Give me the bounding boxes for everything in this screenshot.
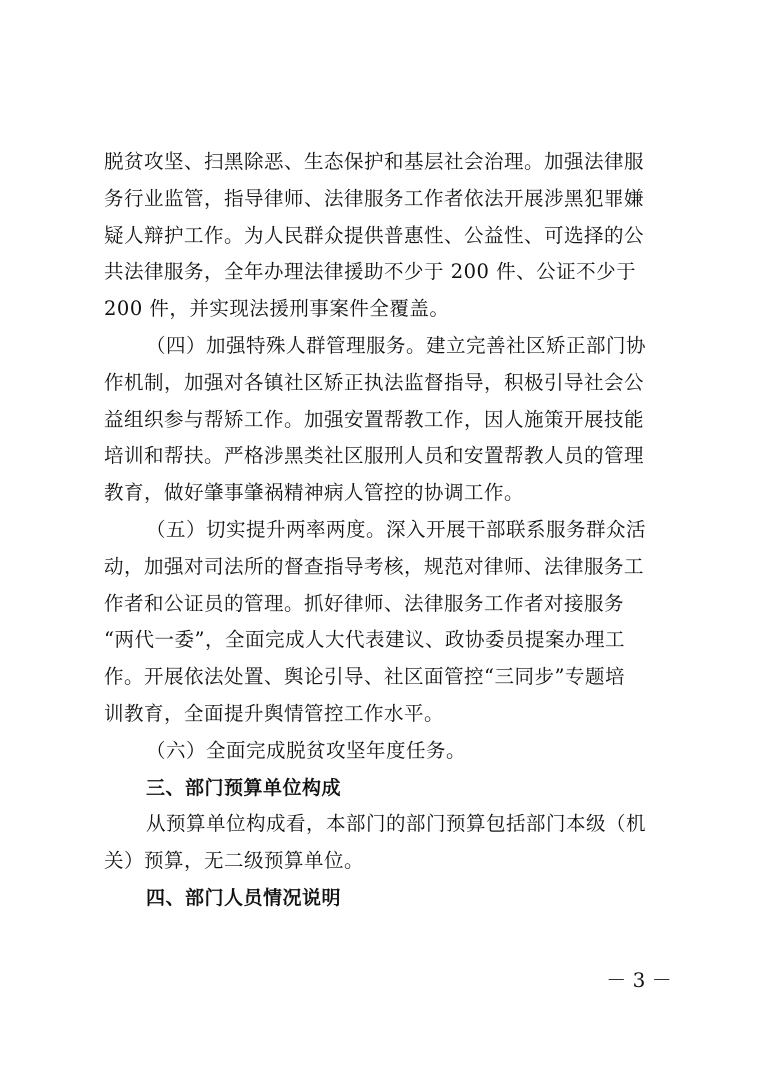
text-line: （四）加强特殊人群管理服务。建立完善社区矫正部门协	[146, 333, 647, 357]
paragraph-poverty-tasks	[104, 733, 660, 770]
text-line: 动，加强对司法所的督查指导考核，规范对律师、法律服务工	[104, 554, 645, 578]
text-line: “两代一委”，全面完成人大代表建议、政协委员提案办理工	[104, 628, 625, 652]
text-line: 作。开展依法处置、舆论引导、社区面管控“三同步”专题培	[104, 665, 625, 689]
document-body	[104, 144, 660, 917]
text-line: 疑人辩护工作。为人民群众提供普惠性、公益性、可选择的公	[104, 223, 645, 247]
text-line: 200 件，并实现法援刑事案件全覆盖。	[104, 297, 450, 321]
paragraph-special-groups	[104, 328, 660, 512]
paragraph-two-rates	[104, 512, 660, 733]
text-line: 共法律服务，全年办理法律援助不少于 200 件、公证不少于	[104, 260, 637, 284]
text-line: 作者和公证员的管理。抓好律师、法律服务工作者对接服务	[104, 591, 625, 615]
text-line: （六）全面完成脱贫攻坚年度任务。	[146, 738, 467, 762]
text-line: 作机制，加强对各镇社区矫正执法监督指导，积极引导社会公	[104, 370, 645, 394]
section-heading: 三、部门预算单位构成	[146, 776, 342, 799]
section-heading: 四、部门人员情况说明	[146, 886, 342, 909]
section-staff	[104, 880, 660, 917]
section-budget-units	[104, 770, 660, 880]
text-line: 益组织参与帮矫工作。加强安置帮教工作，因人施策开展技能	[104, 407, 645, 431]
text-line: 脱贫攻坚、扫黑除恶、生态保护和基层社会治理。加强法律服	[104, 150, 645, 173]
text-line: 关）预算，无二级预算单位。	[104, 849, 365, 873]
text-line: 教育，做好肇事肇祸精神病人管控的协调工作。	[104, 481, 525, 505]
text-line: 培训和帮扶。严格涉黑类社区服刑人员和安置帮教人员的管理	[104, 444, 645, 468]
paragraph-legal-services	[104, 144, 660, 328]
text-line: （五）切实提升两率两度。深入开展干部联系服务群众活	[146, 517, 647, 541]
text-line: 从预算单位构成看，本部门的部门预算包括部门本级（机	[146, 812, 647, 836]
text-line: 务行业监管，指导律师、法律服务工作者依法开展涉黑犯罪嫌	[104, 186, 645, 210]
text-line: 训教育，全面提升舆情管控工作水平。	[104, 701, 445, 725]
page-number: － 3 －	[606, 968, 672, 992]
